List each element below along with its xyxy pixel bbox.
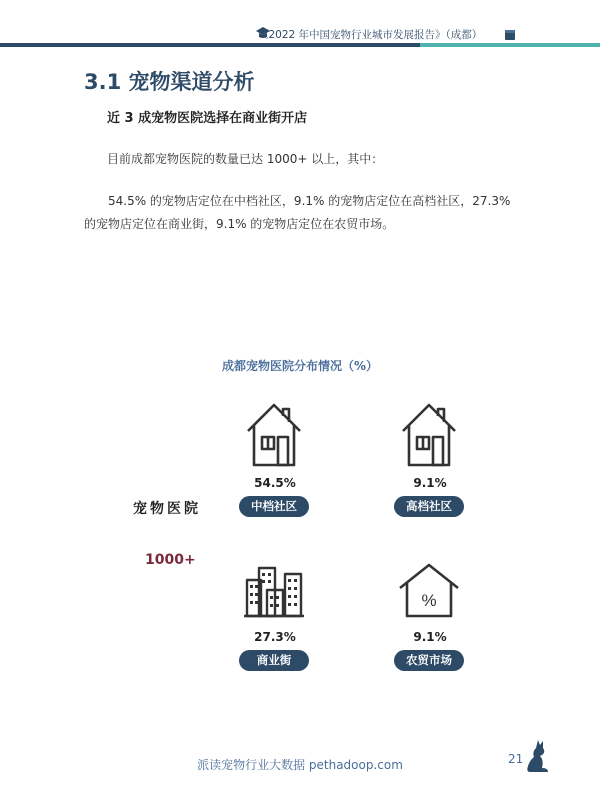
- page-number: 21: [508, 752, 524, 766]
- figure-left-count: 1000+: [145, 552, 196, 568]
- pct-value: 54.5%: [254, 476, 296, 490]
- buildings-icon: [243, 566, 305, 618]
- house-icon: [400, 401, 458, 467]
- category-pill: 商业街: [239, 650, 309, 671]
- header-title: 《2022 年中国宠物行业城市发展报告》（成都）: [258, 29, 483, 41]
- category-pill: 农贸市场: [394, 650, 464, 671]
- cat-icon: [520, 738, 550, 774]
- box-icon: [504, 29, 516, 41]
- pct-value: 9.1%: [413, 476, 447, 490]
- category-pill: 高档社区: [394, 496, 464, 517]
- figure-left-label: 宠物医院: [133, 501, 201, 517]
- section-title: 3.1 宠物渠道分析: [84, 70, 255, 94]
- figure-title: 成都宠物医院分布情况（%）: [221, 359, 379, 373]
- header-rule-teal: [420, 43, 600, 47]
- pct-value: 27.3%: [254, 630, 296, 644]
- footer-text: 派读宠物行业大数据 pethadoop.com: [197, 758, 403, 772]
- paragraph-intro: 目前成都宠物医院的数量已达 1000+ 以上，其中：: [107, 152, 384, 166]
- house-icon: [245, 401, 303, 467]
- section-subtitle: 近 3 成宠物医院选择在商业街开店: [107, 111, 308, 126]
- svg-text:%: %: [421, 591, 437, 610]
- header-rule-dark: [0, 43, 420, 47]
- paragraph-detail: 54.5% 的宠物店定位在中档社区，9.1% 的宠物店定位在高档社区，27.3% 的宠物店定位在商业街，9.1% 的宠物店定位在农贸市场。: [84, 194, 511, 231]
- category-pill: 中档社区: [239, 496, 309, 517]
- percent-house-icon: [397, 562, 461, 618]
- pct-value: 9.1%: [413, 630, 447, 644]
